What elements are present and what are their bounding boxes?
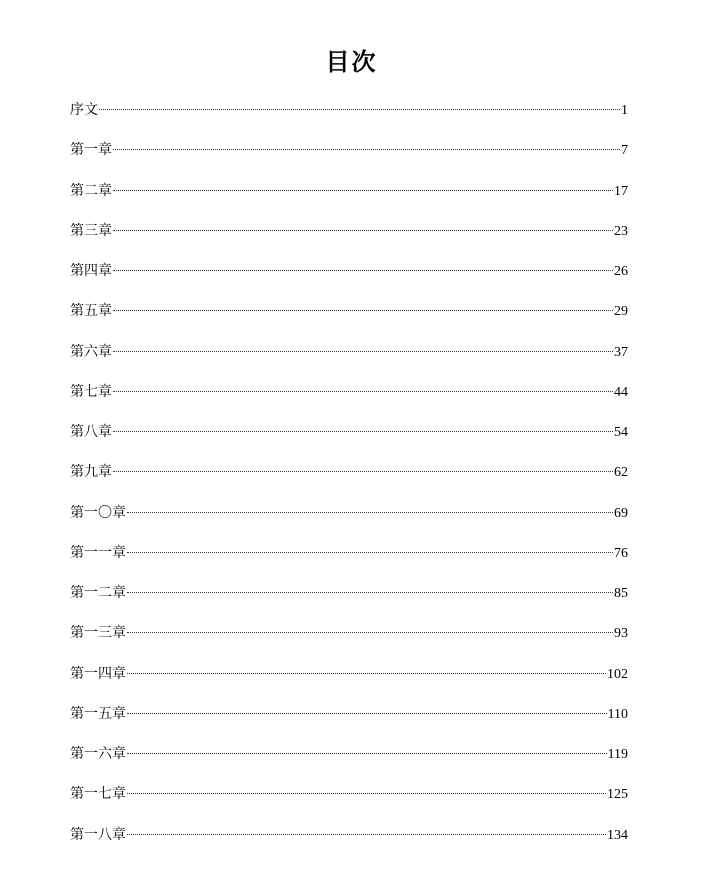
toc-entry[interactable] bbox=[70, 339, 628, 379]
toc-entry-label: 第四章 bbox=[70, 263, 112, 279]
dot-leader bbox=[99, 108, 620, 110]
toc-entry-page-number: 26 bbox=[614, 264, 628, 279]
toc-entry-page-number: 37 bbox=[614, 344, 628, 360]
toc-entry[interactable] bbox=[70, 178, 628, 218]
toc-entry-label: 第五章 bbox=[70, 303, 112, 320]
toc-entry[interactable] bbox=[70, 137, 628, 177]
dot-leader bbox=[113, 430, 613, 432]
toc-list bbox=[70, 97, 628, 862]
toc-entry[interactable] bbox=[70, 580, 628, 620]
toc-entry[interactable] bbox=[70, 298, 628, 338]
toc-entry[interactable] bbox=[70, 97, 628, 137]
dot-leader bbox=[113, 350, 613, 352]
toc-entry-page-number: 76 bbox=[614, 545, 628, 561]
toc-entry-label: 第一二章 bbox=[70, 585, 126, 601]
toc-entry-page-number: 62 bbox=[614, 465, 628, 481]
dot-leader bbox=[113, 269, 613, 271]
dot-leader bbox=[113, 229, 613, 231]
toc-entry-label: 第一一章 bbox=[70, 544, 126, 561]
toc-entry-label: 第一章 bbox=[70, 142, 112, 159]
toc-entry-page-number: 54 bbox=[614, 425, 628, 440]
toc-entry-page-number: 17 bbox=[614, 183, 628, 199]
toc-entry-label: 第三章 bbox=[70, 222, 112, 239]
toc-entry[interactable] bbox=[70, 822, 628, 862]
dot-leader bbox=[113, 470, 613, 472]
dot-leader bbox=[113, 189, 613, 191]
toc-entry-page-number: 102 bbox=[607, 666, 628, 682]
toc-entry[interactable] bbox=[70, 540, 628, 580]
dot-leader bbox=[127, 672, 606, 674]
toc-entry[interactable] bbox=[70, 379, 628, 419]
toc-entry-page-number: 93 bbox=[614, 626, 628, 642]
toc-entry-page-number: 29 bbox=[614, 304, 628, 320]
dot-leader bbox=[127, 591, 613, 593]
dot-leader bbox=[127, 752, 607, 754]
toc-title: 目次 bbox=[325, 47, 378, 76]
toc-entry-label: 序文 bbox=[70, 102, 98, 118]
toc-entry-label: 第六章 bbox=[70, 343, 112, 360]
toc-entry-page-number: 1 bbox=[621, 103, 628, 118]
dot-leader bbox=[113, 148, 620, 150]
toc-entry[interactable] bbox=[70, 620, 628, 660]
toc-entry-label: 第一三章 bbox=[70, 625, 126, 642]
toc-entry-page-number: 134 bbox=[607, 827, 628, 843]
toc-entry[interactable] bbox=[70, 459, 628, 499]
dot-leader bbox=[127, 712, 607, 714]
toc-entry[interactable] bbox=[70, 741, 628, 781]
toc-entry[interactable] bbox=[70, 419, 628, 459]
dot-leader bbox=[127, 833, 606, 835]
toc-entry-label: 第八章 bbox=[70, 424, 112, 440]
dot-leader bbox=[127, 792, 606, 794]
toc-entry[interactable] bbox=[70, 661, 628, 701]
dot-leader bbox=[127, 511, 613, 513]
toc-entry-label: 第九章 bbox=[70, 464, 112, 481]
toc-entry[interactable] bbox=[70, 500, 628, 540]
toc-entry-page-number: 44 bbox=[614, 384, 628, 400]
toc-entry-label: 第一四章 bbox=[70, 665, 126, 682]
toc-entry-label: 第一七章 bbox=[70, 786, 126, 803]
toc-entry[interactable] bbox=[70, 218, 628, 258]
toc-entry-label: 第一五章 bbox=[70, 705, 126, 722]
toc-entry[interactable] bbox=[70, 258, 628, 298]
toc-entry-label: 第一〇章 bbox=[70, 504, 126, 521]
toc-entry-page-number: 110 bbox=[607, 706, 628, 722]
dot-leader bbox=[127, 551, 613, 553]
toc-entry[interactable] bbox=[70, 781, 628, 821]
toc-entry-page-number: 7 bbox=[621, 143, 628, 159]
dot-leader bbox=[127, 631, 613, 633]
dot-leader bbox=[113, 309, 613, 311]
toc-entry-page-number: 125 bbox=[607, 787, 628, 803]
toc-entry[interactable] bbox=[70, 701, 628, 741]
toc-entry-page-number: 69 bbox=[614, 505, 628, 521]
toc-entry-label: 第一八章 bbox=[70, 826, 126, 843]
toc-entry-page-number: 119 bbox=[607, 747, 628, 762]
toc-entry-label: 第一六章 bbox=[70, 746, 126, 762]
toc-entry-page-number: 23 bbox=[614, 223, 628, 239]
dot-leader bbox=[113, 390, 613, 392]
toc-entry-label: 第七章 bbox=[70, 383, 112, 400]
toc-entry-label: 第二章 bbox=[70, 182, 112, 199]
toc-entry-page-number: 85 bbox=[614, 586, 628, 601]
